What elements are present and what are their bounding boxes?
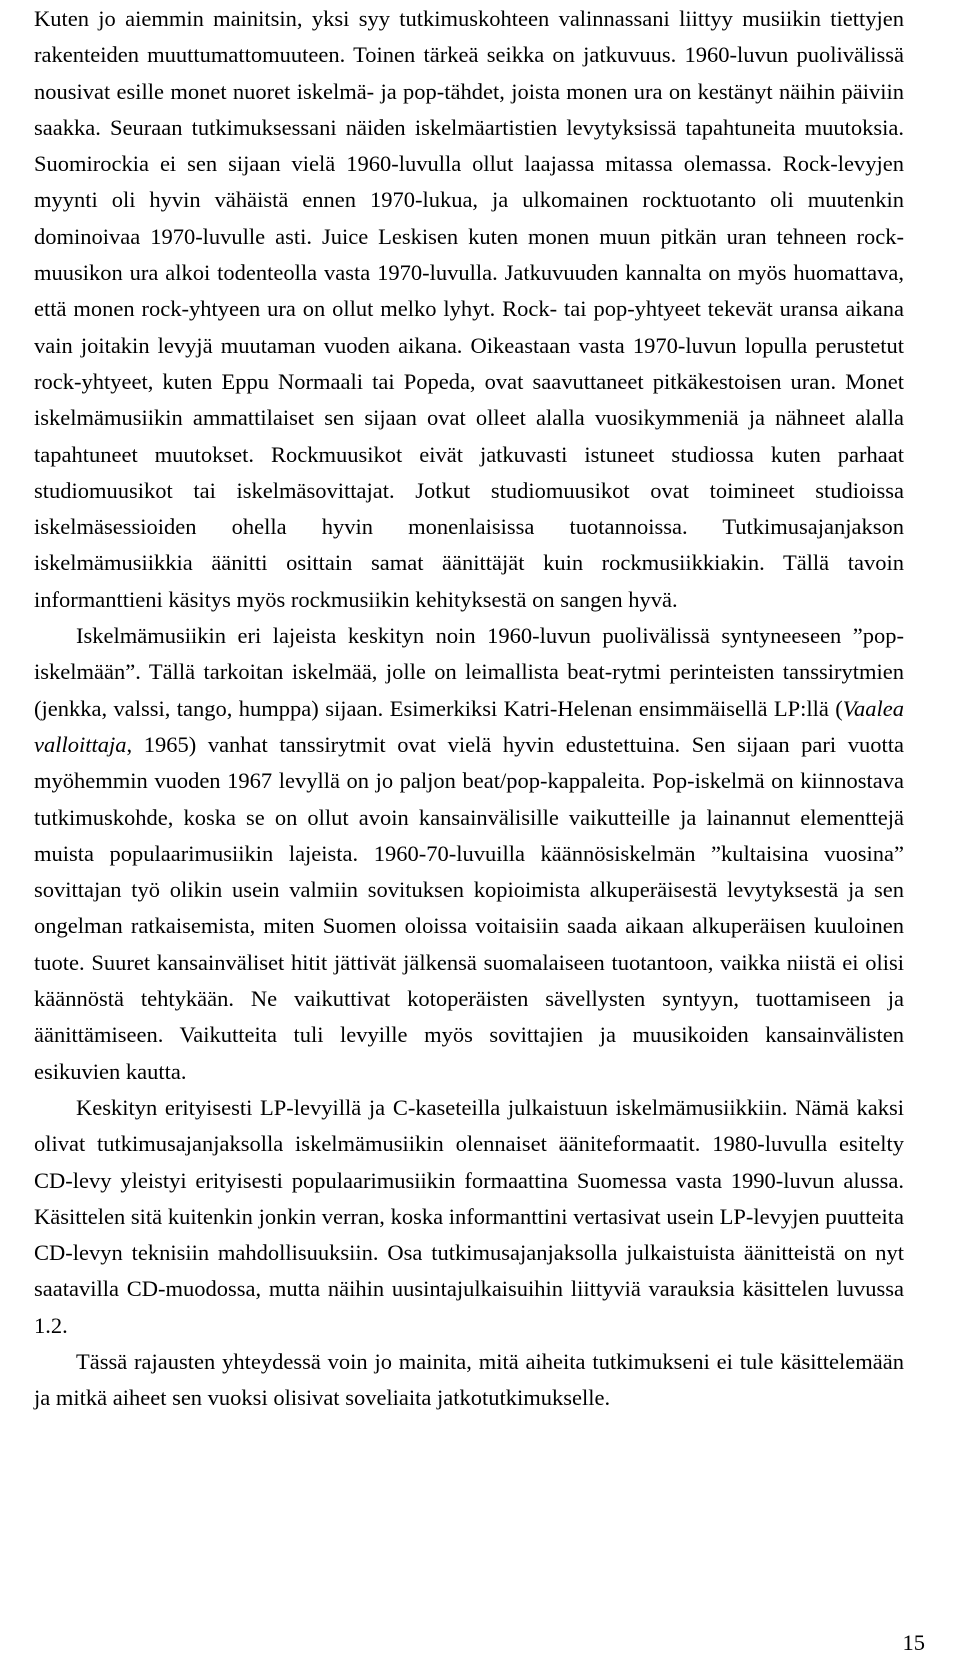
paragraph-2-text-a: Iskelmämusiikin eri lajeista keskityn noin 1960-luvun puolivälissä syntyneeseen ”pop-iskelmään”. Tällä tarkoitan iskelmää, jolle on leimallista beat-rytmi perinteisten tanssirytmien (jenkka, valssi, tango, humppa) sijaan. Esimerkiksi Katri-Helenan ensimmäisellä LP:llä ( [34, 623, 904, 721]
paragraph-4-text: Tässä rajausten yhteydessä voin jo mainita, mitä aiheita tutkimukseni ei tule käsittelemään ja mitkä aiheet sen vuoksi olisivat soveliaita jatkotutkimukselle. [34, 1348, 904, 1411]
page-number: 15 [902, 1630, 925, 1655]
document-page [34, 0, 904, 1417]
album-title-italic: Vaalea valloittaja [34, 695, 904, 757]
paragraph-3-text: Keskityn erityisesti LP-levyillä ja C-kaseteilla julkaistuun iskelmämusiikkiin. Nämä kaksi olivat tutkimusajanjaksolla iskelmämusiikin olennaiset ääniteformaatit. 1980-luvulla esitelty CD-levy yleistyi erityisesti populaarimusiikin formaattina Suomessa vasta 1990-luvun alussa. Käsittelen sitä kuitenkin jonkin verran, koska informanttini vertasivat usein LP-levyjen puutteita CD-levyn teknisiin mahdollisuuksiin. Osa tutkimusajanjaksolla julkaistuista äänitteistä on nyt saatavilla CD-muodossa, mutta näihin uusintajulkaisuihin liittyviä varauksia käsittelen luvussa 1.2. [34, 1094, 904, 1338]
paragraph-3 [34, 1090, 904, 1344]
paragraph-1 [34, 0, 904, 618]
paragraph-2-text-b: , 1965) vanhat tanssirytmit ovat vielä hyvin edustettuina. Sen sijaan pari vuotta myöhemmin vuoden 1967 levyllä on jo paljon beat/pop-kappaleita. Pop-iskelmä on kiinnostava tutkimuskohde, koska se on ollut avoin kansainvälisille vaikutteille ja lainannut elementtejä muista populaarimusiikin lajeista. 1960-70-luvuilla käännösiskelmän ”kultaisina vuosina” sovittajan työ olikin usein valmiin sovituksen kopioimista alkuperäisestä levytyksestä ja sen ongelman ratkaisemista, miten Suomen oloissa voitaisiin saada aikaan alkuperäisen kuuloinen tuote. Suuret kansainväliset hitit jättivät jälkensä suomalaiseen tuotantoon, vaikka niistä ei olisi käännöstä tehtykään. Ne vaikuttivat kotoperäisten sävellysten syntyyn, tuottamiseen ja äänittämiseen. Vaikutteita tuli levyille myös sovittajien ja muusikoiden kansainvälisten esikuvien kautta. [34, 731, 904, 1084]
paragraph-1-text: Kuten jo aiemmin mainitsin, yksi syy tutkimuskohteen valinnassani liittyy musiikin tiettyjen rakenteiden muuttumattomuuteen. Toinen tärkeä seikka on jatkuvuus. 1960-luvun puolivälissä nousivat esille monet nuoret iskelmä- ja pop-tähdet, joista monen ura on kestänyt näihin päiviin saakka. Seuraan tutkimuksessani näiden iskelmäartistien levytyksissä tapahtuneita muutoksia. Suomirockia ei sen sijaan vielä 1960-luvulla ollut laajassa mitassa olemassa. Rock-levyjen myynti oli hyvin vähäistä ennen 1970-lukua, ja ulkomainen rocktuotanto oli muutenkin dominoivaa 1970-luvulle asti. Juice Leskisen kuten monen muun pitkän uran tehneen rock-muusikon ura alkoi todenteolla vasta 1970-luvulla. Jatkuvuuden kannalta on myös huomattava, että monen rock-yhtyeen ura on ollut melko lyhyt. Rock- tai pop-yhtyeet tekevät uransa aikana vain joitakin levyjä muutaman vuoden aikana. Oikeastaan vasta 1970-luvun lopulla perustetut rock-yhtyeet, kuten Eppu Normaali tai Popeda, ovat saavuttaneet pitkäkestoisen uran. Monet iskelmämusiikin ammattilaiset sen sijaan ovat olleet alalla vuosikymmeniä ja nähneet alalla tapahtuneet muutokset. Rockmuusikot eivät jatkuvasti istuneet studiossa kuten parhaat studiomuusikot tai iskelmäsovittajat. Jotkut studiomuusikot ovat toimineet studioissa iskelmäsessioiden ohella hyvin monenlaisissa tuotannoissa. Tutkimusajanjakson iskelmämusiikkia äänitti osittain samat äänittäjät kuin rockmusiikkiakin. Tällä tavoin informanttieni käsitys myös rockmusiikin kehityksestä on sangen hyvä. [34, 6, 904, 612]
paragraph-2 [34, 618, 904, 1090]
paragraph-4 [34, 1344, 904, 1417]
